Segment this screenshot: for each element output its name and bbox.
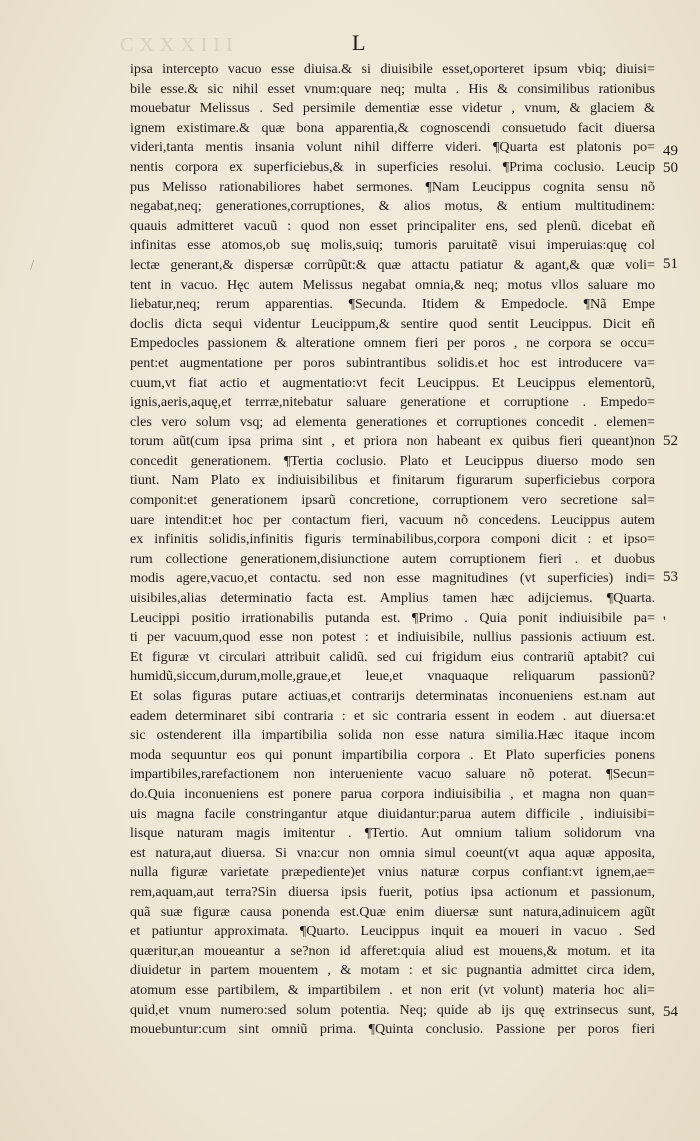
text-line: atomum esse partibilem, & impartibilem . et non erit (vt volunt) materia hoc ali= — [130, 981, 655, 998]
text-line: uisibiles,alias determinatio facta est. Amplius tamen hæc adijciemus. ¶Quarta. — [130, 590, 655, 607]
text-line: liebatur,neq; rerum apparentias. ¶Secunda. Itidem & Empedocle. ¶Nã Empe — [130, 296, 655, 313]
text-line: tiunt. Nam Plato ex indiuisibilibus et finitarum figurarum superficiebus corpora — [130, 472, 655, 489]
text-line: cles vero solum vsq; ad elementa generationes et corruptiones concedit . elemen= — [130, 413, 655, 430]
text-line: concedit generationem. ¶Tertia coclusio. Plato et Leucippus diuerso modo sen — [130, 452, 655, 469]
text-line: do.Quia inconueniens est ponere parua corpora indiuisibilia , et magna non quan= — [130, 785, 655, 802]
text-line: negabat,neq; generationes,corruptiones, & alios motus, & entium multitudinem: — [130, 198, 655, 215]
text-line: doclis dicta sequi videntur Leucippum,& sentire quod sentit Leucippus. Dicit eñ — [130, 315, 655, 332]
text-line: ti per vacuum,quod esse non potest : et indiuisibile, nullius passionis actiuum est. — [130, 629, 655, 646]
text-line: sic ostenderent illa impartibilia solida non esse natura similia.Hæc itaque incom — [130, 727, 655, 744]
margin-note: 53 — [663, 569, 678, 585]
text-line: Et figuræ vt circulari attribuit calidũ. sed cui frigidum eius contrariũ aptabit? cui — [130, 648, 655, 665]
margin-note: 52 — [663, 433, 678, 449]
text-line: pent:et augmentatione per poros subintrantibus solidis.et hoc est introducere va= — [130, 354, 655, 371]
text-line: eadem determinaret sibi contraria : et sic contraria essent in eodem . aut diuersa:et — [130, 707, 655, 724]
text-line: pus Melisso rationabiliores habet sermones. ¶Nam Leucippus cognita sensu nõ — [130, 178, 655, 195]
text-line: nulla figuræ varietate præpediente)et vnius naturæ corpus confiant:vt ignem,ae= — [130, 864, 655, 881]
text-line: quæritur,an moueantur a se?non id afferet:quia aliud est mouens,& motum. et ita — [130, 942, 655, 959]
text-line: tent in vacuo. Hęc autem Melissus negabat omnia,& neq; motus vllos saluare mo — [130, 276, 655, 293]
text-line: infinitas esse atomos,ob suę molis,suiq; tumoris paruitatẽ visui imperuias:quę col — [130, 237, 655, 254]
text-line: Leucippi positio irrationabilis putanda est. ¶Primo . Quia ponit indiuisibile pa= — [130, 609, 655, 626]
text-line: torum aũt(cum ipsa prima sint , et priora non habeant ex quibus fieri queant)non — [130, 433, 655, 450]
text-line: mouebatur Melissus . Sed persimile dementiæ esse videtur , vnum, & glaciem & — [130, 100, 655, 117]
margin-note: ' — [663, 614, 666, 630]
text-line: ignem existimare.& quæ bona apparentia,& cognoscendi consuetudo facit diuersa — [130, 119, 655, 136]
text-line: humidũ,siccum,durum,molle,graue,et leue,et vnaquaque reliquarum passionũ? — [130, 668, 655, 685]
main-text-block — [130, 60, 655, 1040]
text-line: diuidetur in partem mouentem , & motam : et sic pugnantia admittet circa idem, — [130, 962, 655, 979]
text-line: componit:et generationem ipsarũ concretione, corruptionem vero secretione sal= — [130, 492, 655, 509]
side-mark: / — [30, 258, 35, 272]
text-line: et patiuntur approximata. ¶Quarto. Leucippus inquit ea moueri in vacuo . Sed — [130, 923, 655, 940]
text-line: ipsa intercepto vacuo esse diuisa.& si diuisibile esset,oporteret ipsum vbiq; diuisi= — [130, 61, 655, 77]
text-line: uare intendit:et hoc per contactum fieri, vacuum nõ concedens. Leucippus autem — [130, 511, 655, 528]
text-line: bile esse.& sic nihil esset vnum:quare neq; multa . His & consimilibus rationibus — [130, 80, 655, 97]
bleed-through-running-head: CXXXIII — [120, 34, 239, 56]
text-line: lectæ generant,& dispersæ corrũpũt:& quæ attactu patiatur & agant,& quæ voli= — [130, 256, 655, 273]
text-line: Empedocles passionem & alteratione omnem fieri per poros , ne corpora se occu= — [130, 335, 655, 352]
margin-note: 54 — [663, 1004, 678, 1020]
text-line: est natura,aut diuersa. Si vna:cur non omnia simul coeunt(vt aqua aquæ apposita, — [130, 844, 655, 861]
text-line: lisque naturam magis imitentur . ¶Tertio. Aut omnium talium solidorum vna — [130, 825, 655, 842]
folio-signature: L — [352, 30, 367, 55]
text-line: cuum,vt fiat actio et augmentatio:vt fecit Leucippus. Et Leucippus elementorũ, — [130, 374, 655, 391]
text-line: modis agere,vacuo,et contactu. sed non esse magnitudines (vt superficies) indi= — [130, 570, 655, 587]
text-line: rem,aquam,aut terra?Sin diuersa ipsis fuerit, potius ipsa actionum et passionum, — [130, 883, 655, 900]
text-line: Et solas figuras putare actiuas,et contrarijs determinatas inconueniens est.nam aut — [130, 688, 655, 704]
text-line: quid,et vnum numero:sed solum potentia. Neq; quide ab ijs quę extrinsecus sunt, — [130, 1001, 655, 1018]
text-line: impartibiles,rarefactionem non interueniente vacuo saluare nõ poterat. ¶Secun= — [130, 766, 655, 783]
margin-note: 49 — [663, 143, 678, 159]
text-line: quã suæ figuræ causa ponenda est.Quæ enim diuersæ sunt natura,adinuicem agũt — [130, 903, 655, 920]
margin-note: 51 — [663, 256, 678, 272]
text-line: quauis admitteret vacuũ : quod non esset principaliter ens, sed plenũ. dicebat eñ — [130, 217, 655, 234]
text-line: nentis corpora ex superficiebus,& in superficies resolui. ¶Prima coclusio. Leucip — [130, 158, 655, 175]
text-line: rum collectione generationem,disiunctione autem corruptionem fieri . et duobus — [130, 550, 655, 567]
text-line: moda sequuntur eos qui ponunt impartibilia corpora . Et Plato superficies ponens — [130, 746, 655, 763]
margin-note: 50 — [663, 160, 678, 176]
text-line: mouebuntur:cum sint omniũ prima. ¶Quinta conclusio. Passione per poros fieri — [130, 1021, 655, 1038]
text-line: uis magna facile constringantur atque diuidantur:parua autem difficile , indiuisibi= — [130, 805, 655, 822]
text-line: ignis,aeris,aquę,et terrræ,nitebatur saluare generatione et corruptione . Empedo= — [130, 394, 655, 411]
text-line: videri,tanta mentis insania volunt nihil differre videri. ¶Quarta est platonis po= — [130, 139, 655, 156]
text-line: ex infinitis solidis,infinitis figuris terminabilibus,corpora componi dicit : et ipso= — [130, 531, 655, 548]
